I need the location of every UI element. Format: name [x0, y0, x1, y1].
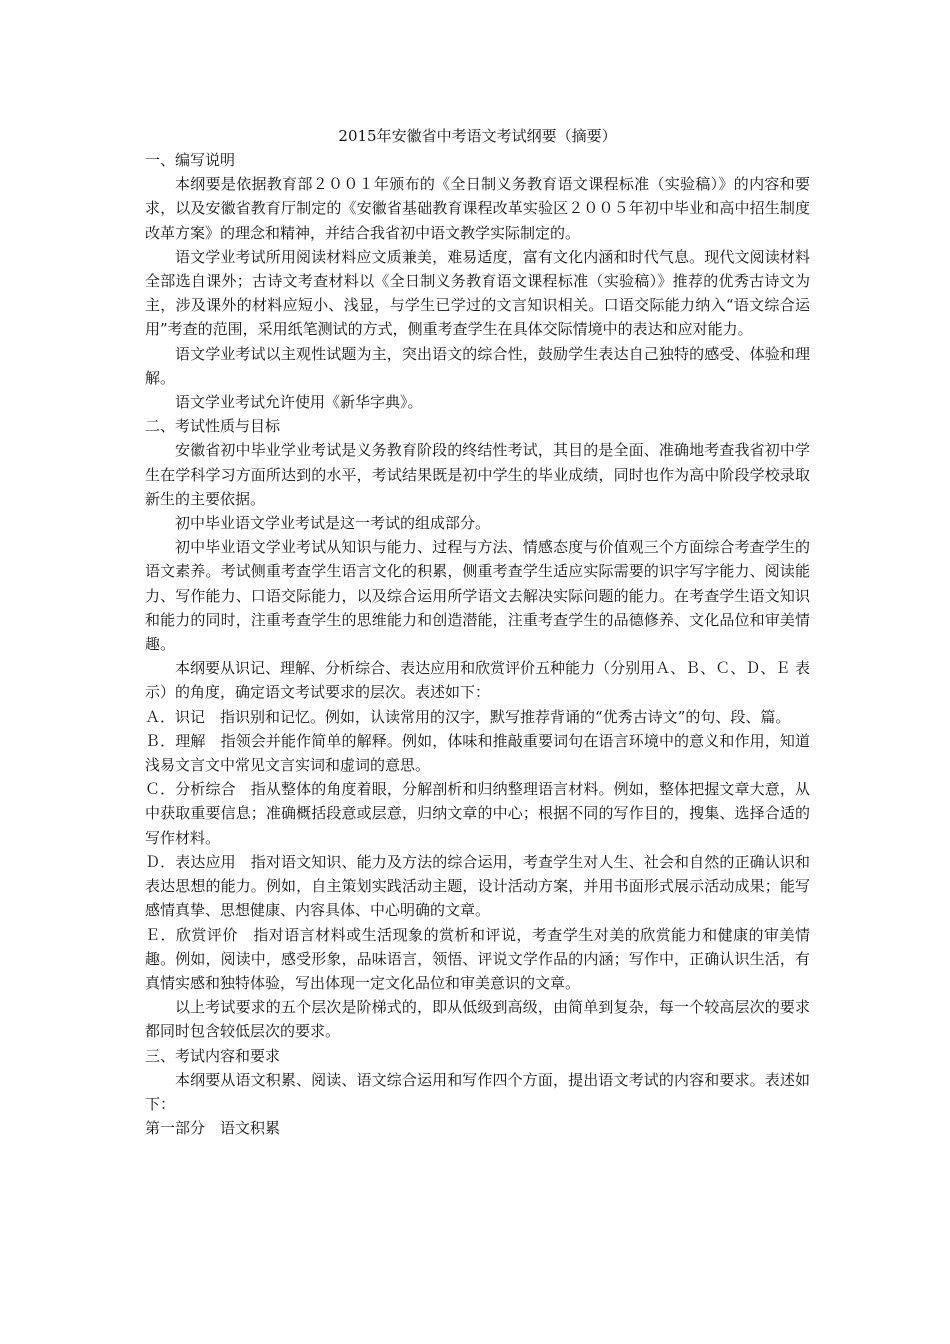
ability-item-d: Ｄ．表达应用 指对语文知识、能力及方法的综合运用，考查学生对人生、社会和自然的正确认识和表达思想的能力。例如，自主策划实践活动主题，设计活动方案，并用书面形式展示活动成果；能写感情真挚、思想健康、内容具体、中心明确的文章。 — [145, 852, 810, 920]
ability-item-e: Ｅ．欣赏评价 指对语言材料或生活现象的赏析和评说，考查学生对美的欣赏能力和健康的审美情趣。例如，阅读中，感受形象，品味语言，领悟、评说文学作品的内涵；写作中，正确认识生活，有真情实感和独特体验，写出体现一定文化品位和审美意识的文章。 — [145, 925, 810, 992]
section-heading-3: 三、考试内容和要求 — [145, 1046, 281, 1065]
section-heading-2: 二、考试性质与目标 — [145, 417, 281, 436]
document-page — [145, 124, 810, 1140]
document-title: 2015年安徽省中考语文考试纲要（摘要） — [338, 127, 617, 145]
paragraph: 语文学业考试以主观性试题为主，突出语文的综合性，鼓励学生表达自己独特的感受、体验和理解。 — [145, 344, 810, 387]
paragraph: 本纲要从识记、理解、分析综合、表达应用和欣赏评价五种能力（分别用Ａ、Ｂ、Ｃ、Ｄ、Ｅ 表示）的角度，确定语文考试要求的层次。表述如下： — [145, 659, 810, 702]
paragraph: 以上考试要求的五个层次是阶梯式的，即从低级到高级，由简单到复杂，每一个较高层次的要求都同时包含较低层次的要求。 — [145, 998, 810, 1041]
paragraph: 安徽省初中毕业学业考试是义务教育阶段的终结性考试，其目的是全面、准确地考查我省初中学生在学科学习方面所达到的水平，考试结果既是初中学生的毕业成绩，同时也作为高中阶段学校录取新生的主要依据。 — [145, 441, 810, 508]
paragraph: 初中毕业语文学业考试从知识与能力、过程与方法、情感态度与价值观三个方面综合考查学生的语文素养。考试侧重考查学生语言文化的积累，侧重考查学生适应实际需要的识字写字能力、阅读能力、写作能力、口语交际能力，以及综合运用所学语文去解决实际问题的能力。在考查学生语文知识和能力的同时，注重考查学生的思维能力和创造潜能，注重考查学生的品德修养、文化品位和审美情趣。 — [145, 538, 810, 654]
ability-item-b: Ｂ．理解 指领会并能作简单的解释。例如，体味和推敲重要词句在语言环境中的意义和作用，知道浅易文言文中常见文言实词和虚词的意思。 — [145, 731, 810, 775]
ability-item-a: Ａ．识记 指识别和记忆。例如，认读常用的汉字，默写推荐背诵的“优秀古诗文”的句、段、篇。 — [145, 707, 791, 726]
section-heading-1: 一、编写说明 — [145, 151, 236, 169]
ability-item-c: Ｃ．分析综合 指从整体的角度着眼，分解剖析和归纳整理语言材料。例如，整体把握文章大意，从中获取重要信息；准确概括段意或层意，归纳文章的中心；根据不同的写作目的，搜集、选择合适的写作材料。 — [145, 780, 810, 847]
paragraph: 初中毕业语文学业考试是这一考试的组成部分。 — [175, 514, 491, 533]
paragraph: 语文学业考试允许使用《新华字典》。 — [175, 393, 423, 412]
paragraph: 本纲要是依据教育部２００１年颁布的《全日制义务教育语文课程标准（实验稿）》的内容和要求，以及安徽省教育厅制定的《安徽省基础教育课程改革实验区２００５年初中毕业和高中招生制度改革方案》的理念和精神，并结合我省初中语文教学实际制定的。 — [145, 175, 810, 242]
paragraph: 语文学业考试所用阅读材料应文质兼美，难易适度，富有文化内涵和时代气息。现代文阅读材料全部选自课外；古诗文考查材料以《全日制义务教育语文课程标准（实验稿）》推荐的优秀古诗文为主，涉及课外的材料应短小、浅显，与学生已学过的文言知识相关。口语交际能力纳入“语文综合运用”考查的范围，采用纸笔测试的方式，侧重考查学生在具体交际情境中的表达和应对能力。 — [145, 247, 810, 339]
paragraph: 本纲要从语文积累、阅读、语文综合运用和写作四个方面，提出语文考试的内容和要求。表述如下： — [145, 1070, 810, 1113]
part-heading-1: 第一部分 语文积累 — [145, 1119, 281, 1138]
